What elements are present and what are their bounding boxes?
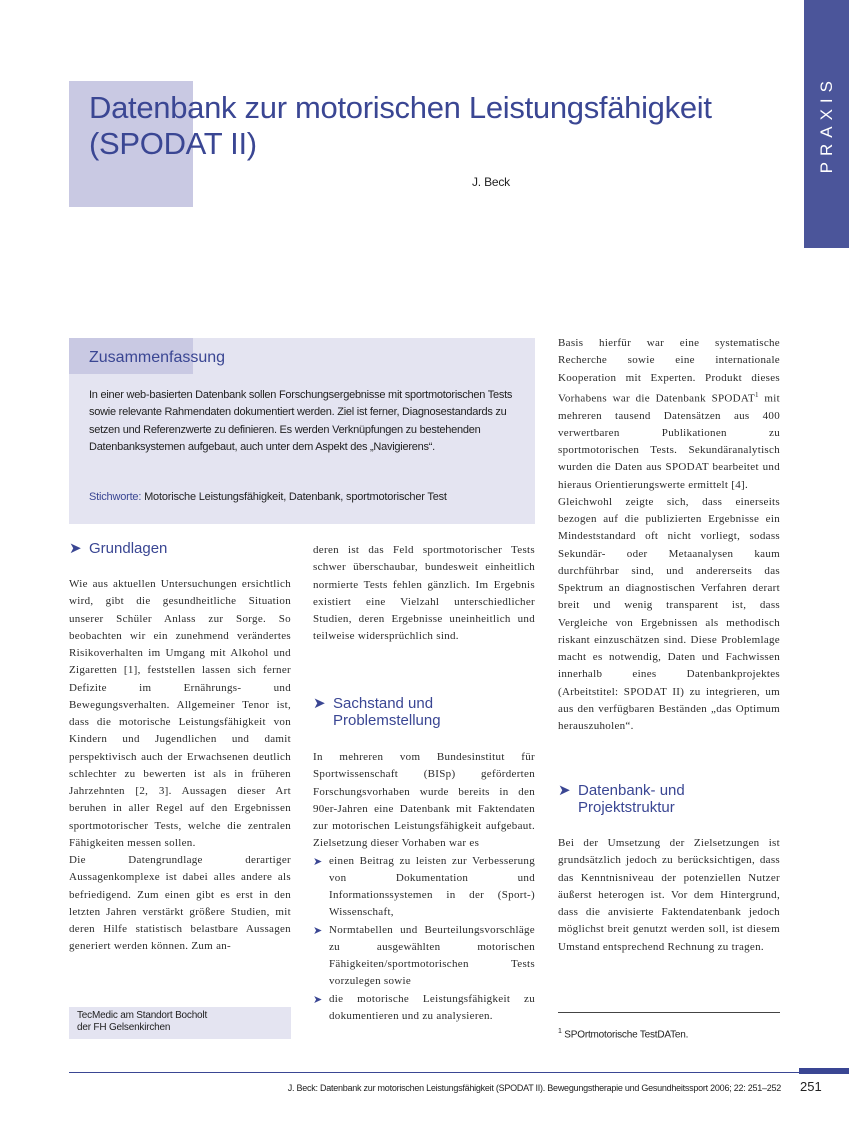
grundlagen-continuation [313,542,535,646]
section-heading-text: Sachstand und Problemstellung [333,695,441,729]
arrow-bullet-icon: ➤ [313,923,323,937]
abstract-heading: Zusammenfassung [89,349,226,366]
footer-divider [69,1072,849,1073]
section-heading-sachstand [313,695,535,729]
paragraph: Basis hierfür war eine systematische Recherche sowie eine internationale Kooperation mit Experten. Produkt dieses Vorhabens war die Datenbank SPODAT$^1$ mit mehreren tausend Datensätzen aus 400 verwertbaren Publikationen zu sportmotorischen Tests. Sekundäranalytisch wurden die Daten aus SPODAT bearbeitet und hieraus Orientierungswerte ermittelt [4]. [558,337,780,491]
footer-citation: J. Beck: Datenbank zur motorischen Leistungsfähigkeit (SPODAT II). Bewegungstherapie und Gesundheitssport 2006; 22: 251–252 [287,1083,781,1093]
grundlagen-body [69,576,291,956]
arrow-right-icon: ➤ [558,782,571,799]
sachstand-continuation [558,335,780,735]
arrow-bullet-icon: ➤ [313,854,323,868]
section-heading-grundlagen [69,540,291,557]
keywords-label: Stichworte: [89,491,142,503]
datenbank-body [558,835,780,956]
list-item: ➤ Normtabellen und Beurteilungsvorschläge zu ausgewählten motorischen Fähigkeiten/sportmotorischen Tests vorzulegen sowie [313,923,535,988]
section-heading-text: Grundlagen [89,540,168,557]
section-heading-text: Datenbank- und Projektstruktur [578,782,685,816]
author: J. Beck [472,175,510,189]
sachstand-body [313,749,535,1025]
footnote-divider [558,1012,780,1013]
paragraph: Die Datengrundlage derartiger Aussagenkomplexe ist dabei alles andere als befriedigend. Zum einen gibt es erst in den letzten Jahren verstärkt größere Studien, mit deren Hilfe statistisch belastbare Aussagen generiert werden können. Zum an- [69,854,291,953]
footnote-number: 1 [558,1028,562,1035]
keywords-list: Motorische Leistungsfähigkeit, Datenbank, sportmotorischer Test [144,491,447,503]
list-item: ➤ einen Beitrag zu leisten zur Verbesserung von Dokumentation und Informationssystemen in der (Sport-) Wissenschaft, [313,854,535,919]
page-number: 251 [800,1079,822,1094]
list-item: ➤ die motorische Leistungsfähigkeit zu dokumentieren und zu analysieren. [313,992,535,1022]
footer-accent [799,1068,849,1074]
page-title: Datenbank zur motorischen Leistungsfähigkeit (SPODAT II) [89,90,712,161]
goal-list [313,853,535,1026]
footnote [558,1028,780,1040]
abstract-text: In einer web-basierten Datenbank sollen Forschungsergebnisse mit sportmotorischen Tests sowie relevante Rahmendaten dokumentiert werden. Ziel ist ferner, Diagnosestandards zu setzen und Referenzwerte zu definieren. Es werden Verknüpfungen zu bestehenden Datenbanksystemen aufgebaut, auch unter dem Aspekt des „Navigierens“. [89,389,513,453]
keywords [89,491,519,503]
arrow-bullet-icon: ➤ [313,992,323,1006]
affiliation-line: der FH Gelsenkirchen [77,1022,171,1033]
affiliation-line: TecMedic am Standort Bocholt [77,1010,208,1021]
footnote-ref: 1 [754,390,759,399]
paragraph: Gleichwohl zeigte sich, dass einerseits bezogen auf die publizierten Ergebnisse ein Mindeststandard oft nicht vorliegt, sodass Sekundär- oder Metaanalysen kaum durchführbar sind, und andererseits das Spektrum an diagnostischen Verfahren derart breit und wenig transparent ist, dass Vergleiche von Ergebnissen als methodisch riskant einzuschätzen sind. Diese Problemlage macht es notwendig, Daten und Fachwissen innerhalb eines Datenbankprojektes (Arbeitstitel: SPODAT II) zu integrieren, um aus den verfügbaren Beständen „das Optimum herauszuholen“. [558,495,780,733]
paragraph: Bei der Umsetzung der Zielsetzungen ist grundsätzlich jedoch zu berücksichtigen, dass das Kenntnisniveau der potenziellen Nutzer äußerst heterogen ist. Vor dem Hintergrund, dass die anvisierte Faktendatenbank jedoch möglichst breit genutzt werden soll, ist diesem Umstand entsprechend Rechnung zu tragen. [558,837,780,953]
affiliation [77,1010,287,1034]
section-label: PRAXIS [816,74,836,174]
arrow-right-icon: ➤ [69,540,82,557]
section-heading-datenbank [558,782,780,816]
paragraph: In mehreren vom Bundesinstitut für Sportwissenschaft (BISp) geförderten Forschungsvorhaben wurde bereits in den 90er-Jahren eine Datenbank mit Faktendaten zur motorischen Leistungsfähigkeit aufgebaut. Zielsetzung dieser Vorhaben war es [313,751,535,850]
section-tab-label-wrap [804,0,849,248]
footnote-text: SPOrtmotorische TestDATen. [564,1029,689,1041]
arrow-right-icon: ➤ [313,695,326,712]
paragraph: Wie aus aktuellen Untersuchungen ersichtlich wird, gibt die gesundheitliche Situation unserer Schüler Anlass zur Sorge. So beobachten wir ein zunehmend verändertes Risikoverhalten im Umgang mit Alkohol und Zigaretten [1], feststellen lassen sich ferner Defizite im Ernährungs- und Bewegungsverhalten. Allgemeiner Tenor ist, dass die motorische Leistungsfähigkeit von Kindern und Jugendlichen und damit perspektivisch auch der Erwachsenen deutlich schlechter zu bewerten ist als in früheren Jahrzehnten [2, 3]. Aussagen dieser Art beruhen in aller Regel auf den Ergebnissen sportmotorischer Tests, welche die zentralen Fähigkeiten messen sollen. [69,578,291,849]
paragraph: deren ist das Feld sportmotorischer Tests schwer überschaubar, bundesweit einheitlich normierte Tests fehlen gänzlich. Im Ergebnis existiert eine Vielzahl unterschiedlicher Studien, deren Ergebnisse uneinheitlich und teilweise widersprüchlich sind. [313,544,535,643]
